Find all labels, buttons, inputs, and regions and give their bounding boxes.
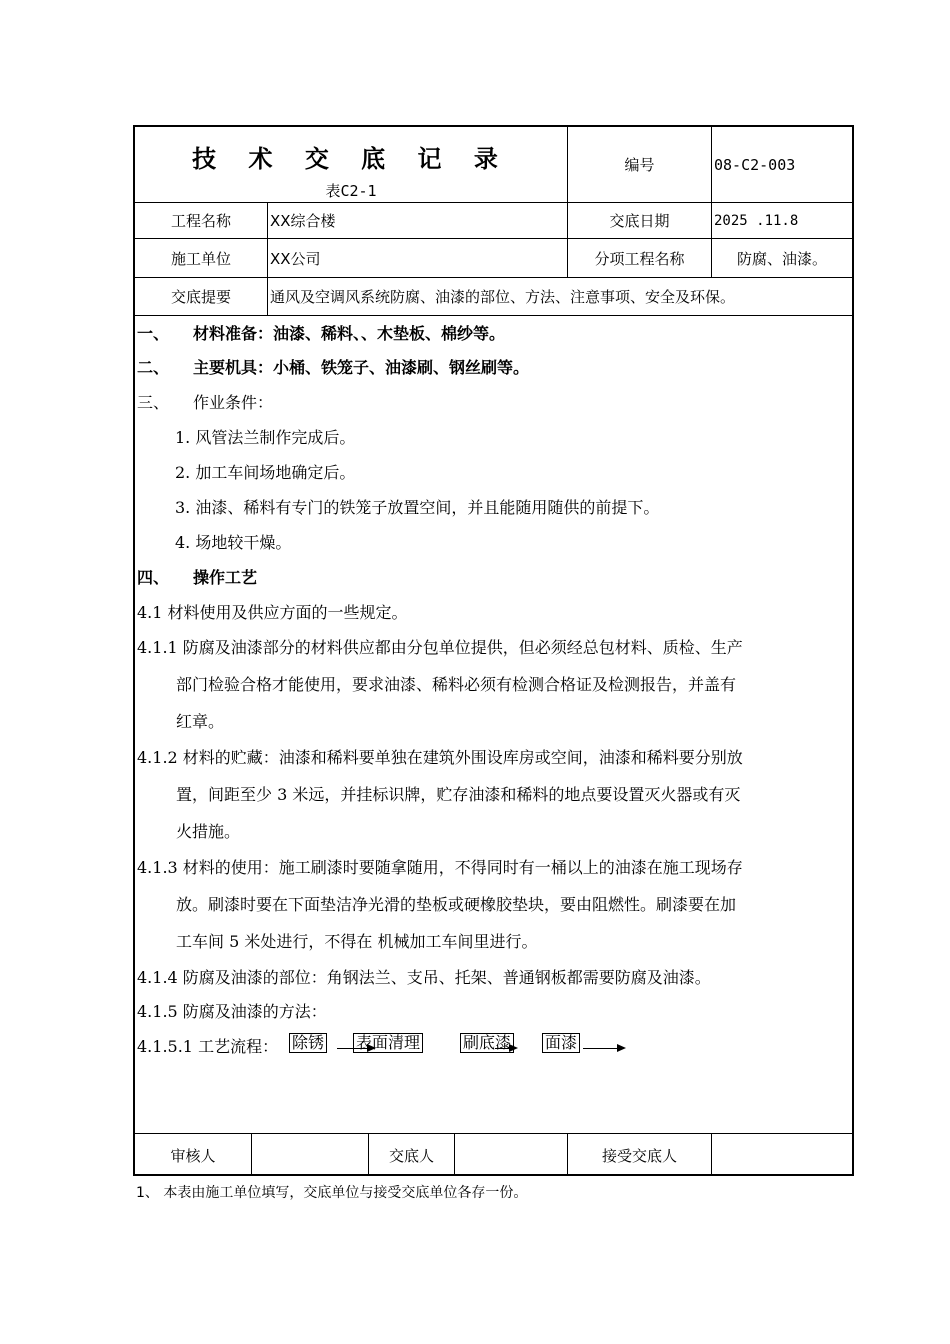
section-process: 四、 操作工艺 <box>137 568 258 587</box>
sub-project-label: 分项工程名称 <box>594 249 685 268</box>
summary-value: 通风及空调风系统防腐、油漆的部位、方法、注意事项、安全及环保。 <box>270 288 736 306</box>
paragraph-4-1-4: 4.1.4 防腐及油漆的部位：角钢法兰、支吊、托架、普通钢板都需要防腐及油漆。 <box>137 968 711 987</box>
arrow-right-icon <box>583 1048 617 1049</box>
paragraph-4-1-3-cont: 工车间 5 米处进行，不得在 机械加工车间里进行。 <box>176 932 538 951</box>
project-name-value: XX综合楼 <box>270 212 336 230</box>
paragraph-4-1: 4.1 材料使用及供应方面的一些规定。 <box>137 603 408 622</box>
disclosure-form <box>133 125 854 1176</box>
paragraph-4-1-2: 4.1.2 材料的贮藏：油漆和稀料要单独在建筑外围设库房或空间，油漆和稀料要分别放 <box>137 748 743 767</box>
number-value: 08-C2-003 <box>714 155 796 174</box>
flow-step-derust: 除锈 <box>289 1033 327 1053</box>
number-label: 编号 <box>624 156 655 174</box>
flow-step-surface-clean: 表面清理 <box>353 1033 423 1053</box>
paragraph-4-1-2-cont: 置，间距至少 3 米远，并挂标识牌，贮存油漆和稀料的地点要设置灭火器或有灭 <box>176 785 741 804</box>
reviewer-label: 审核人 <box>170 1146 216 1165</box>
paragraph-4-1-3-cont: 放。刷漆时要在下面垫洁净光滑的垫板或硬橡胶垫块，要由阻燃性。刷漆要在加 <box>176 895 737 914</box>
condition-item: 4. 场地较干燥。 <box>175 533 292 552</box>
summary-label: 交底提要 <box>170 288 231 306</box>
arrow-right-icon <box>495 1048 509 1049</box>
date-value: 2025 .11.8 <box>714 212 799 229</box>
form-code: 表C2-1 <box>325 182 377 200</box>
arrowhead-icon <box>617 1044 626 1052</box>
section-tools: 二、 主要机具：小桶、铁笼子、油漆刷、钢丝刷等。 <box>137 358 530 377</box>
paragraph-4-1-5-1: 4.1.5.1 工艺流程： <box>137 1037 279 1056</box>
discloser-signature-field[interactable] <box>455 1134 567 1176</box>
sub-project-value: 防腐、油漆。 <box>736 249 827 268</box>
flow-step-primer: 刷底漆 <box>460 1033 514 1053</box>
paragraph-4-1-2-cont: 火措施。 <box>176 822 241 841</box>
paragraph-4-1-1-cont: 红章。 <box>176 712 225 731</box>
unit-value: XX公司 <box>270 249 321 268</box>
reviewer-signature-field[interactable] <box>252 1134 368 1176</box>
paragraph-4-1-1: 4.1.1 防腐及油漆部分的材料供应都由分包单位提供，但必须经总包材料、质检、生产 <box>137 638 743 657</box>
flow-step-topcoat: 面漆 <box>542 1033 580 1053</box>
paragraph-4-1-1-cont: 部门检验合格才能使用，要求油漆、稀料必须有检测合格证及检测报告，并盖有 <box>176 675 737 694</box>
receiver-label: 接受交底人 <box>601 1146 677 1165</box>
form-title: 技 术 交 底 记 录 <box>192 145 510 173</box>
paragraph-4-1-3: 4.1.3 材料的使用：施工刷漆时要随拿随用，不得同时有一桶以上的油漆在施工现场存 <box>137 858 743 877</box>
discloser-label: 交底人 <box>388 1146 434 1165</box>
date-label: 交底日期 <box>609 212 670 230</box>
paragraph-4-1-5: 4.1.5 防腐及油漆的方法： <box>137 1002 327 1021</box>
condition-item: 1. 风管法兰制作完成后。 <box>175 428 356 447</box>
footnote: 1、 本表由施工单位填写，交底单位与接受交底单位各存一份。 <box>136 1185 528 1201</box>
project-name-label: 工程名称 <box>170 212 231 230</box>
receiver-signature-field[interactable] <box>712 1134 852 1176</box>
arrowhead-icon <box>509 1044 518 1052</box>
condition-item: 2. 加工车间场地确定后。 <box>175 463 356 482</box>
unit-label: 施工单位 <box>170 249 231 268</box>
section-conditions: 三、 作业条件： <box>137 393 274 412</box>
condition-item: 3. 油漆、稀料有专门的铁笼子放置空间，并且能随用随供的前提下。 <box>175 498 660 517</box>
section-materials: 一、 材料准备：油漆、稀料、、木垫板、棉纱等。 <box>137 324 506 343</box>
